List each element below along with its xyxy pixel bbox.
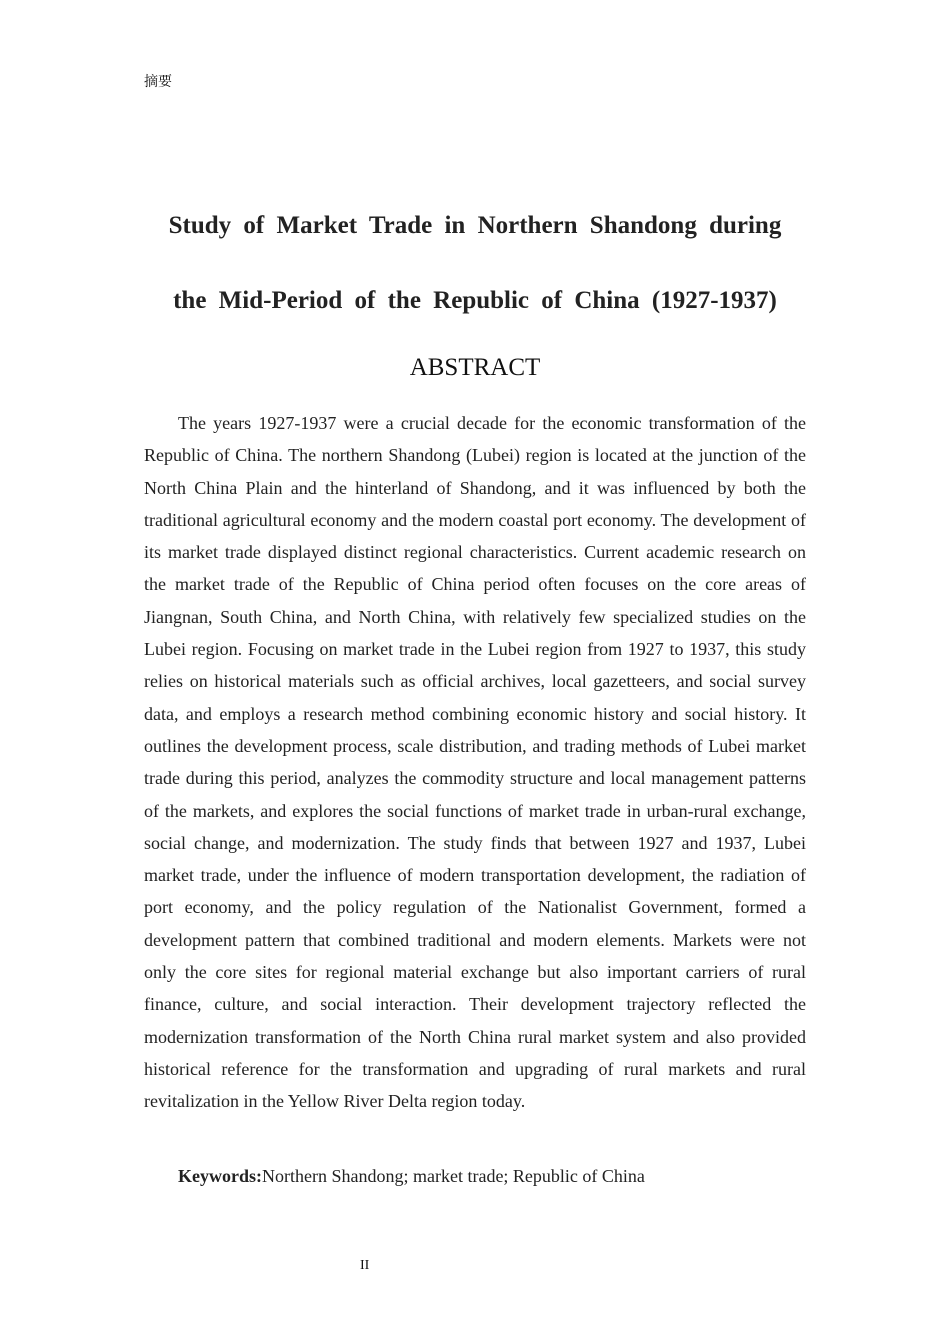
keywords	[144, 1162, 806, 1190]
abstract-body: The years 1927-1937 were a crucial decade for the economic transformation of the Republic of China. The northern Shandong (Lubei) region is located at the junction of the North China Plain and the hinterland of Shandong, and it was influenced by both the traditional agricultural economy and the modern coastal port economy. The development of its market trade displayed distinct regional characteristics. Current academic research on the market trade of the Republic of China period often focuses on the core areas of Jiangnan, South China, and North China, with relatively few specialized studies on the Lubei region. Focusing on market trade in the Lubei region from 1927 to 1937, this study relies on historical materials such as official archives, local gazetteers, and social survey data, and employs a research method combining economic history and social history. It outlines the development process, scale distribution, and trading methods of Lubei market trade during this period, analyzes the commodity structure and local management patterns of the markets, and explores the social functions of market trade in urban-rural exchange, social change, and modernization. The study finds that between 1927 and 1937, Lubei market trade, under the influence of modern transportation development, the radiation of port economy, and the policy regulation of the Nationalist Government, formed a development pattern that combined traditional and modern elements. Markets were not only the core sites for regional material exchange but also important carriers of rural finance, culture, and social interaction. Their development trajectory reflected the modernization transformation of the North China rural market system and also provided historical reference for the transformation and upgrading of rural markets and rural revitalization in the Yellow River Delta region today.	[144, 413, 806, 1112]
running-header: 摘要	[144, 74, 172, 90]
keywords-label: Keywords:	[178, 1166, 262, 1186]
keywords-value: Northern Shandong; market trade; Republic of China	[262, 1166, 645, 1186]
paper-title-line-2: the Mid-Period of the Republic of China (1927-1937)	[173, 287, 777, 314]
paper-title-line-1: Study of Market Trade in Northern Shandong during	[168, 212, 782, 239]
page-number: II	[360, 1258, 370, 1273]
abstract-heading: ABSTRACT	[409, 354, 541, 381]
paper-title	[144, 188, 806, 338]
